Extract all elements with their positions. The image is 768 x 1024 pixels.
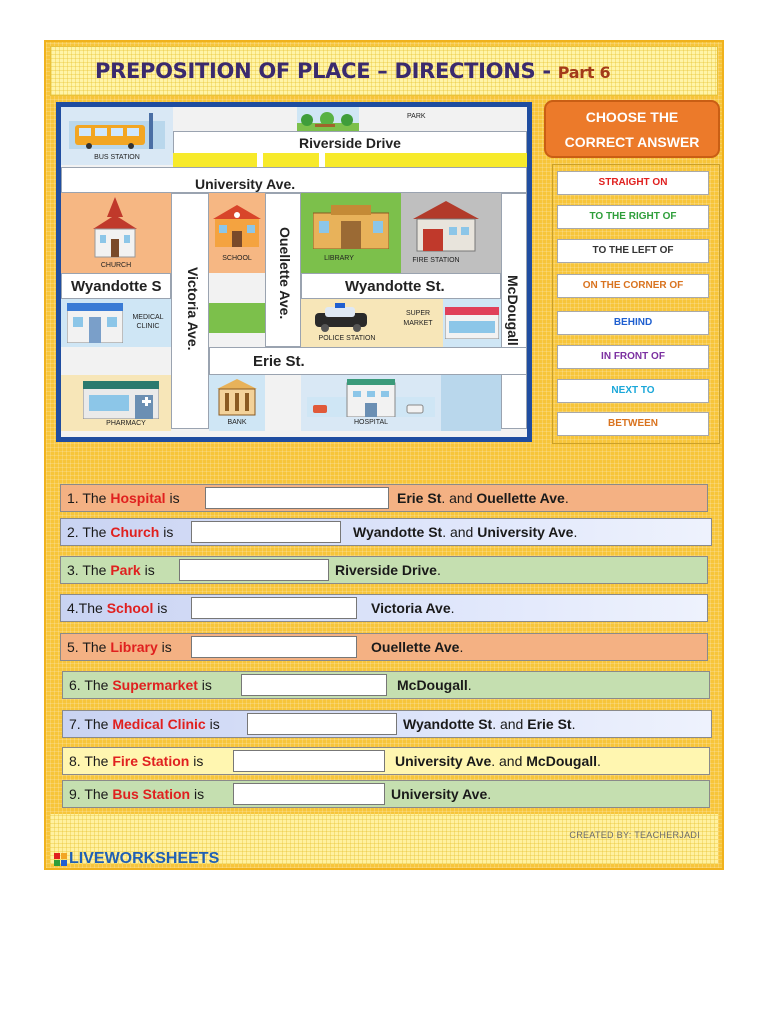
university-ave-label: University Ave. (195, 176, 296, 192)
sentence-tail: Wyandotte St. and Erie St. (403, 716, 576, 732)
sentence-text: 5. The (67, 639, 111, 655)
option-in-front-of[interactable]: IN FRONT OF (557, 345, 709, 369)
yellow-strip (173, 153, 527, 167)
sentence-tail: University Ave. and McDougall. (395, 753, 601, 769)
option-next-to[interactable]: NEXT TO (557, 379, 709, 403)
sentence-tail: University Ave. (391, 786, 492, 802)
sentence-text: 6. The (69, 677, 113, 693)
hospital-block (301, 375, 441, 431)
church-icon (89, 197, 141, 259)
option-behind[interactable]: BEHIND (557, 311, 709, 335)
hospital-label: HOSPITAL (353, 419, 389, 426)
riverside-drive-label: Riverside Drive (299, 135, 401, 151)
library-block (301, 193, 401, 273)
sentence-text: is (153, 600, 168, 616)
park-label: PARK (407, 113, 426, 120)
sentence-place: Bus Station (112, 786, 191, 802)
sentence-text: is (159, 524, 174, 540)
sentence-text: is (205, 716, 220, 732)
sentence-row (60, 633, 708, 661)
sentence-place: School (106, 600, 154, 616)
empty-block (441, 375, 501, 431)
sentence-place: Hospital (110, 490, 166, 506)
pharmacy-block (61, 375, 171, 431)
sentence-row (60, 594, 708, 622)
sentence-text: is (197, 677, 212, 693)
bus-icon (69, 113, 165, 149)
super-market-label: SUPER MARKET (403, 310, 433, 327)
sentence-place: Medical Clinic (112, 716, 206, 732)
sentence-row (62, 710, 712, 738)
choose-heading-line2: CORRECT ANSWER (564, 134, 700, 150)
erie-st-label: Erie St. (253, 353, 305, 370)
school-block (209, 193, 265, 273)
choose-heading (544, 100, 720, 158)
sentence-row (62, 747, 710, 775)
pharmacy-icon (83, 381, 159, 419)
ouellette-ave-label: Ouellette Ave. (277, 227, 293, 320)
sentence-place: Church (110, 524, 160, 540)
sentence-text: 1. The (67, 490, 111, 506)
option-between[interactable]: BETWEEN (557, 412, 709, 436)
sentence-tail: Riverside Drive. (335, 562, 441, 578)
answer-options (552, 164, 720, 444)
fire-station-icon (411, 199, 481, 253)
answer-input[interactable] (233, 783, 385, 805)
sentence-text: 3. The (67, 562, 111, 578)
park-image (297, 107, 359, 131)
sentence-text: 2. The (67, 524, 111, 540)
sentence-place: Park (110, 562, 141, 578)
sentence-place: Library (110, 639, 158, 655)
strip-gap (319, 153, 325, 167)
sentence-row (62, 780, 710, 808)
sentence-tail: Ouellette Ave. (371, 639, 464, 655)
sentence-text: is (189, 753, 204, 769)
fire-station-label: FIRE STATION (412, 257, 460, 264)
option-to-the-left-of[interactable]: TO THE LEFT OF (557, 239, 709, 263)
bank-label: BANK (227, 419, 247, 426)
choose-heading-line1: CHOOSE THE (585, 109, 679, 125)
bank-block (209, 375, 265, 431)
answer-input[interactable] (247, 713, 397, 735)
answer-input[interactable] (191, 521, 341, 543)
medical-clinic-label: MEDICAL CLINIC (132, 314, 164, 330)
sentence-row (62, 671, 710, 699)
bank-icon (217, 379, 257, 417)
brand-text: LIVEWORKSHEETS (69, 850, 220, 867)
sentence-text: 7. The (69, 716, 113, 732)
sentence-text: 8. The (69, 753, 113, 769)
sentence-text: is (165, 490, 180, 506)
supermarket-block (443, 299, 501, 347)
super-market-label-block (393, 299, 443, 347)
answer-input[interactable] (191, 636, 357, 658)
option-to-the-right-of[interactable]: TO THE RIGHT OF (557, 205, 709, 229)
gap-block (265, 375, 301, 431)
title-bar (50, 46, 718, 96)
sentence-text: 9. The (69, 786, 113, 802)
police-station-label: POLICE STATION (318, 335, 376, 342)
grass-block (209, 303, 265, 333)
medical-clinic-block (61, 299, 171, 347)
title-part: Part 6 (557, 63, 611, 82)
mcdougall-label: McDougall (505, 275, 521, 346)
sentence-tail: Wyandotte St. and University Ave. (353, 524, 578, 540)
answer-input[interactable] (179, 559, 329, 581)
library-label: LIBRARY (324, 255, 354, 262)
church-block (61, 193, 171, 273)
answer-input[interactable] (233, 750, 385, 772)
wyandotte-st-label-right: Wyandotte St. (345, 278, 445, 295)
sentence-tail: McDougall. (397, 677, 472, 693)
library-icon (313, 203, 389, 249)
credit-text: CREATED BY: TEACHERJADI (569, 830, 700, 840)
bus-station-block (61, 107, 173, 165)
sentence-row (60, 518, 712, 546)
erie-spacer (61, 347, 171, 375)
pharmacy-label: PHARMACY (106, 420, 146, 427)
option-straight-on[interactable]: STRAIGHT ON (557, 171, 709, 195)
clinic-icon (67, 303, 123, 343)
fire-station-block (401, 193, 501, 273)
liveworksheets-logo-icon (54, 853, 67, 866)
sentence-text: is (190, 786, 205, 802)
sentence-place: Supermarket (112, 677, 198, 693)
church-label: CHURCH (100, 262, 132, 269)
sentence-text: 4.The (67, 600, 107, 616)
supermarket-icon (445, 307, 499, 339)
police-car-icon (311, 301, 371, 333)
sentence-text: is (140, 562, 155, 578)
worksheet (44, 40, 724, 870)
page-title: PREPOSITION OF PLACE – DIRECTIONS - Part 6 (95, 59, 611, 83)
street-map (56, 102, 532, 442)
answer-input[interactable] (205, 487, 389, 509)
liveworksheets-brand (54, 850, 219, 868)
sentence-tail: Erie St. and Ouellette Ave. (397, 490, 569, 506)
answer-input[interactable] (241, 674, 387, 696)
school-icon (211, 203, 263, 249)
wyandotte-st-label-left: Wyandotte S (71, 278, 162, 295)
sentence-text: is (157, 639, 172, 655)
option-on-the-corner-of[interactable]: ON THE CORNER OF (557, 274, 709, 298)
police-station-block (301, 299, 393, 347)
answer-input[interactable] (191, 597, 357, 619)
footer (50, 814, 718, 867)
sentence-place: Fire Station (112, 753, 190, 769)
strip-gap (257, 153, 263, 167)
victoria-ave-label: Victoria Ave. (185, 267, 201, 351)
sentence-row (60, 556, 708, 584)
school-label: SCHOOL (222, 255, 252, 262)
sentence-tail: Victoria Ave. (371, 600, 455, 616)
sentence-row (60, 484, 708, 512)
bus-station-label: BUS STATION (94, 154, 140, 161)
hospital-icon (307, 377, 435, 417)
